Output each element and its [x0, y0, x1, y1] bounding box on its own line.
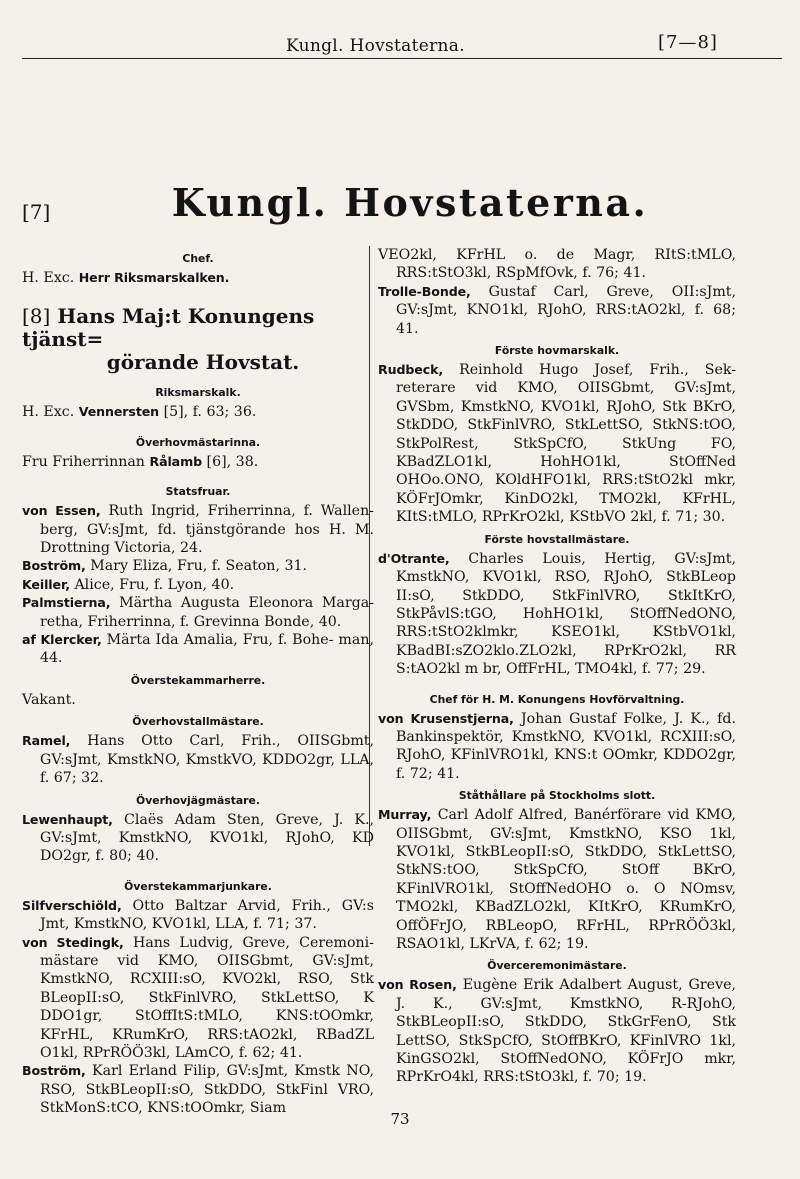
list-item: von Krusenstjerna, Johan Gustaf Folke, J. K., fd. Bankinspektör, KmstkNO, KVO1kl, RCXIII:sO, RJohO, KFinlVRO1kl, KNS:t OOmkr, KDDO2gr, f. 72; 41.	[378, 710, 736, 782]
overstekammarjunkare-heading: Överstekammarjunkare.	[124, 879, 272, 893]
list-item: d'Otrante, Charles Louis, Hertig, GV:sJmt, KmstkNO, KVO1kl, RSO, RJohO, StkBLeop II:sO, StkDDO, StkFinlVRO, StkItKrO, StkPåvlS:tGO, HohHO1kl, StOffNedONO, RRS:tStO2klmkr, KSEO1kl, KStbVO1kl, KBadBI:sZO2klo.ZLO2kl, RPrKrO2kl, RR S:tAO2kl m br, OffFrHL, TMO4kl, f. 77; 29.	[378, 550, 736, 678]
subsection-number: [8]	[22, 304, 51, 329]
list-item: Keiller, Alice, Fru, f. Lyon, 40.	[22, 576, 235, 593]
header-rule	[22, 58, 782, 59]
overstekammarherre-entry: Vakant.	[22, 691, 76, 708]
overhovmastarinna-heading: Överhovmästarinna.	[135, 435, 261, 449]
list-item: af Klercker, Märta Ida Amalia, Fru, f. Bohe- man, 44.	[22, 632, 374, 667]
list-item: Silfverschiöld, Otto Baltzar Arvid, Frih., GV:s Jmt, KmstkNO, KVO1kl, LLA, f. 71; 37.	[22, 897, 374, 933]
overhovmastarinna-entry: Fru Friherrinnan Rålamb [6], 38.	[22, 453, 259, 470]
list-item: Boström, Karl Erland Filip, GV:sJmt, Kmstk NO, RSO, StkBLeopII:sO, StkDDO, StkFinl VRO, StkMonS:tCO, KNS:tOOmkr, Siam	[22, 1063, 374, 1117]
overceremonimastare-heading: Överceremonimästare.	[487, 959, 627, 973]
list-item: Murray, Carl Adolf Alfred, Banérförare vid KMO, OIISGbmt, GV:sJmt, KmstkNO, KSO 1kl, KVO1kl, StkBLeopII:sO, StkDDO, StkLettSO, StkNS:tOO, StkSpCfO, StOff BKrO, KFinlVRO1kl, StOffNedOHO o. O NOmsv, TMO2kl, KBadZLO2kl, KItKrO, KRumKrO, OffÖFrJO, RBLeopO, RFrHL, RPrRÖÖ3kl, RSAO1kl, LKrVA, f. 62; 19.	[378, 807, 736, 952]
section-number: [7]	[22, 200, 51, 224]
overstekammarherre-heading: Överstekammarherre.	[130, 673, 266, 687]
overhovstallmastare-heading: Överhovstallmästare.	[132, 715, 264, 729]
subsection-heading	[22, 305, 374, 374]
list-item: von Essen, Ruth Ingrid, Friherrinna, f. Wallen- berg, GV:sJmt, fd. tjänstgörande hos H. M. Drottning Victoria, 24.	[22, 503, 374, 557]
forste-hovmarskalk-heading: Förste hovmarskalk.	[494, 344, 620, 358]
continuation-entry: VEO2kl, KFrHL o. de Magr, RItS:tMLO, RRS:tStO3kl, RSpMfOvk, f. 76; 41.	[378, 247, 736, 282]
subsection-title-line2: görande Hovstat.	[106, 350, 300, 375]
list-item: von Stedingk, Hans Ludvig, Greve, Ceremoni- mästare vid KMO, OIISGbmt, GV:sJmt, KmstkNO, RCXIII:sO, KVO2kl, RSO, Stk BLeopII:sO, StkFinlVRO, StkLettSO, K DDO1gr, StOffItS:tMLO, KNS:tOOmkr, KFrHL, KRumKrO, RRS:tAO2kl, RBadZL O1kl, RPrRÖÖ3kl, LAmCO, f. 62; 41.	[22, 934, 375, 1061]
statsfruar-heading: Statsfruar.	[165, 485, 231, 499]
subsection-title-line1: Hans Maj:t Konungens tjänst=	[22, 304, 315, 352]
main-title: Kungl. Hovstaterna.	[171, 180, 649, 225]
chef-entry: H. Exc. Herr Riksmarskalken.	[22, 270, 230, 286]
stathallare-heading: Ståthållare på Stockholms slott.	[458, 789, 656, 803]
right-column	[378, 246, 736, 1087]
chef-hovforvaltning-heading: Chef för H. M. Konungens Hovförvaltning.	[429, 692, 685, 706]
list-item: Boström, Mary Eliza, Fru, f. Seaton, 31.	[22, 558, 308, 575]
overhovjagmastare-heading: Överhovjägmästare.	[136, 793, 260, 807]
page-number: 73	[390, 1110, 410, 1128]
list-item: von Rosen, Eugène Erik Adalbert August, Greve, J. K., GV:sJmt, KmstkNO, R-RJohO, StkBLeopII:sO, StkDDO, StkGrFenO, Stk LettSO, StkSpCfO, StOffBKrO, KFinlVRO 1kl, KinGSO2kl, StOffNedONO, KÖFrJO mkr, RPrKrO4kl, RRS:tStO3kl, f. 70; 19.	[378, 977, 736, 1086]
chef-name: Herr Riksmarskalken.	[78, 270, 230, 285]
left-column	[22, 246, 374, 1118]
forste-hovstallmastare-heading: Förste hovstallmästare.	[484, 532, 630, 546]
riksmarskalk-heading: Riksmarskalk.	[155, 386, 241, 400]
page-range: [7—8]	[658, 32, 718, 53]
running-title: Kungl. Hovstaterna.	[286, 36, 465, 56]
list-item: Rudbeck, Reinhold Hugo Josef, Frih., Sek- reterare vid KMO, OIISGbmt, GV:sJmt, GVSbm, KmstkNO, KVO1kl, RJohO, Stk BKrO, StkDDO, StkFinlVRO, StkLettSO, StkNS:tOO, StkPolRest, StkSpCfO, StkUng FO, KBadZLO1kl, HohHO1kl, StOffNed OHOo.ONO, KOldHFO1kl, RRS:tStO2kl mkr, KÖFrJOmkr, KinDO2kl, TMO2kl, KFrHL, KItS:tMLO, RPrKrO2kl, KStbVO 2kl, f. 71; 30.	[378, 362, 737, 526]
list-item: Lewenhaupt, Claës Adam Sten, Greve, J. K., GV:sJmt, KmstkNO, KVO1kl, RJohO, KD DO2gr, f. 80; 40.	[22, 811, 374, 865]
list-item: Trolle-Bonde, Gustaf Carl, Greve, OII:sJmt, GV:sJmt, KNO1kl, RJohO, RRS:tAO2kl, f. 68; 41.	[378, 283, 736, 337]
list-item: Ramel, Hans Otto Carl, Frih., OIISGbmt, GV:sJmt, KmstkNO, KmstkVO, KDDO2gr, LLA, f. 67; 32.	[22, 733, 375, 787]
riksmarskalk-entry: H. Exc. Vennersten [5], f. 63; 36.	[22, 404, 257, 421]
page-header	[0, 30, 800, 58]
list-item: Palmstierna, Märtha Augusta Eleonora Marga- retha, Friherrinna, f. Grevinna Bonde, 40.	[22, 595, 374, 630]
chef-heading: Chef.	[182, 252, 214, 265]
